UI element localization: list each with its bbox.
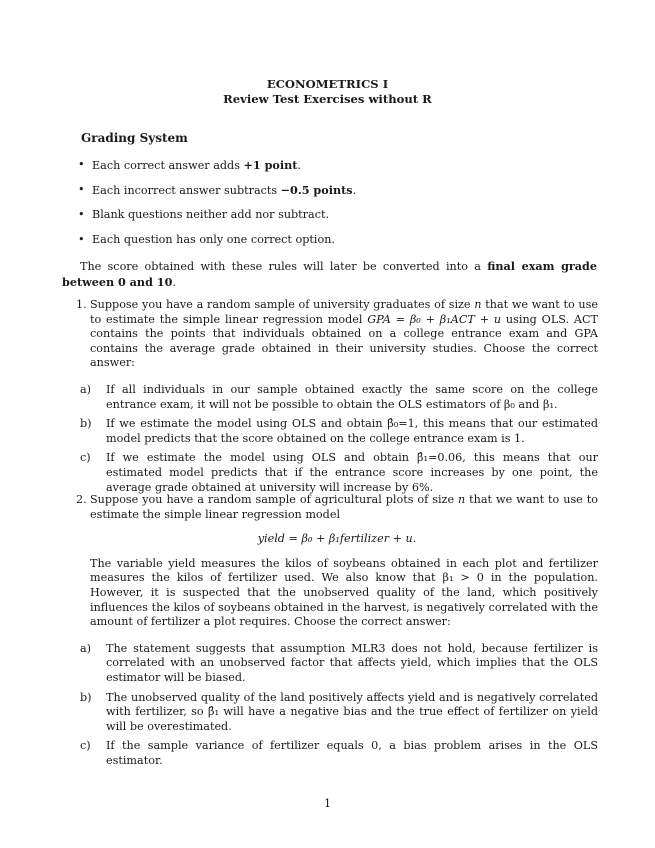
list-item: • Each correct answer adds +1 point.: [78, 158, 301, 172]
score-paragraph: The score obtained with these rules will later be converted into a final exam grade between 0 and 10.: [62, 259, 597, 289]
list-item: • Each question has only one correct option.: [78, 233, 335, 246]
question-number: 2.: [76, 493, 87, 506]
question-2: [76, 493, 598, 769]
list-item: • Each incorrect answer subtracts −0.5 points.: [78, 183, 357, 197]
option-c: c) If the sample variance of fertilizer equals 0, a bias problem arises in the OLS estimator.: [80, 739, 598, 767]
bullet-icon: •: [78, 183, 85, 196]
document-title: ECONOMETRICS I: [266, 77, 389, 91]
question-description: The variable yield measures the kilos of soybeans obtained in each plot and fertilizer measures the kilos of fertilizer used. We also know that β₁ > 0 in the population. However, it is suspected that the unobserved quality of the land, which positively influences the kilos of soybeans obtained in the harvest, is negatively correlated with the amount of fertilizer a plot requires. Choose the correct answer:: [90, 556, 598, 629]
document-header: [0, 77, 655, 107]
list-item: • Blank questions neither add nor subtract.: [78, 208, 330, 221]
bullet-icon: •: [78, 208, 85, 221]
document-subtitle: Review Test Exercises without R: [223, 92, 432, 106]
option-a: a) If all individuals in our sample obtained exactly the same score on the college entrance exam, it will not be possible to obtain the OLS estimators of β₀ and β₁.: [80, 382, 598, 411]
bullet-icon: •: [78, 233, 85, 246]
option-a: a) The statement suggests that assumption MLR3 does not hold, because fertilizer is correlated with an unobserved factor that affects yield, which implies that the OLS estimator will be biased.: [80, 641, 598, 684]
bullet-icon: •: [78, 158, 85, 171]
question-text: Suppose you have a random sample of university graduates of size n that we want to use to estimate the simple linear regression model GPA = β₀ + β₁ACT + u using OLS. ACT contains the points that individuals obtained on a college entrance exam and GPA contains the average grade obtained in their university studies. Choose the correct answer:: [90, 298, 599, 370]
page-number: 1: [323, 797, 332, 810]
option-c: c) If we estimate the model using OLS and obtain β̂₁=0.06, this means that our estimated model predicts that if the entrance score increases by one point, the average grade obtained at university will increase by 6%.: [80, 451, 598, 494]
question-number: 1.: [76, 298, 87, 311]
grading-list: [78, 158, 598, 258]
grading-heading: Grading System: [81, 131, 188, 145]
question-1: [76, 298, 598, 495]
model-equation: yield = β₀ + β₁fertilizer + u.: [257, 532, 417, 546]
model-equation: GPA = β₀ + β₁ACT + u: [367, 312, 502, 326]
option-b: b) If we estimate the model using OLS and obtain β̂₀=1, this means that our estimated model predicts that the score obtained on the college entrance exam is 1.: [80, 417, 598, 445]
question-text: Suppose you have a random sample of agricultural plots of size n that we want to use to estimate the simple linear regression model: [90, 493, 598, 521]
option-b: b) The unobserved quality of the land positively affects yield and is negatively correlated with fertilizer, so β̂₁ will have a negative bias and the true effect of fertilizer on yield will be overestimated.: [80, 690, 598, 733]
